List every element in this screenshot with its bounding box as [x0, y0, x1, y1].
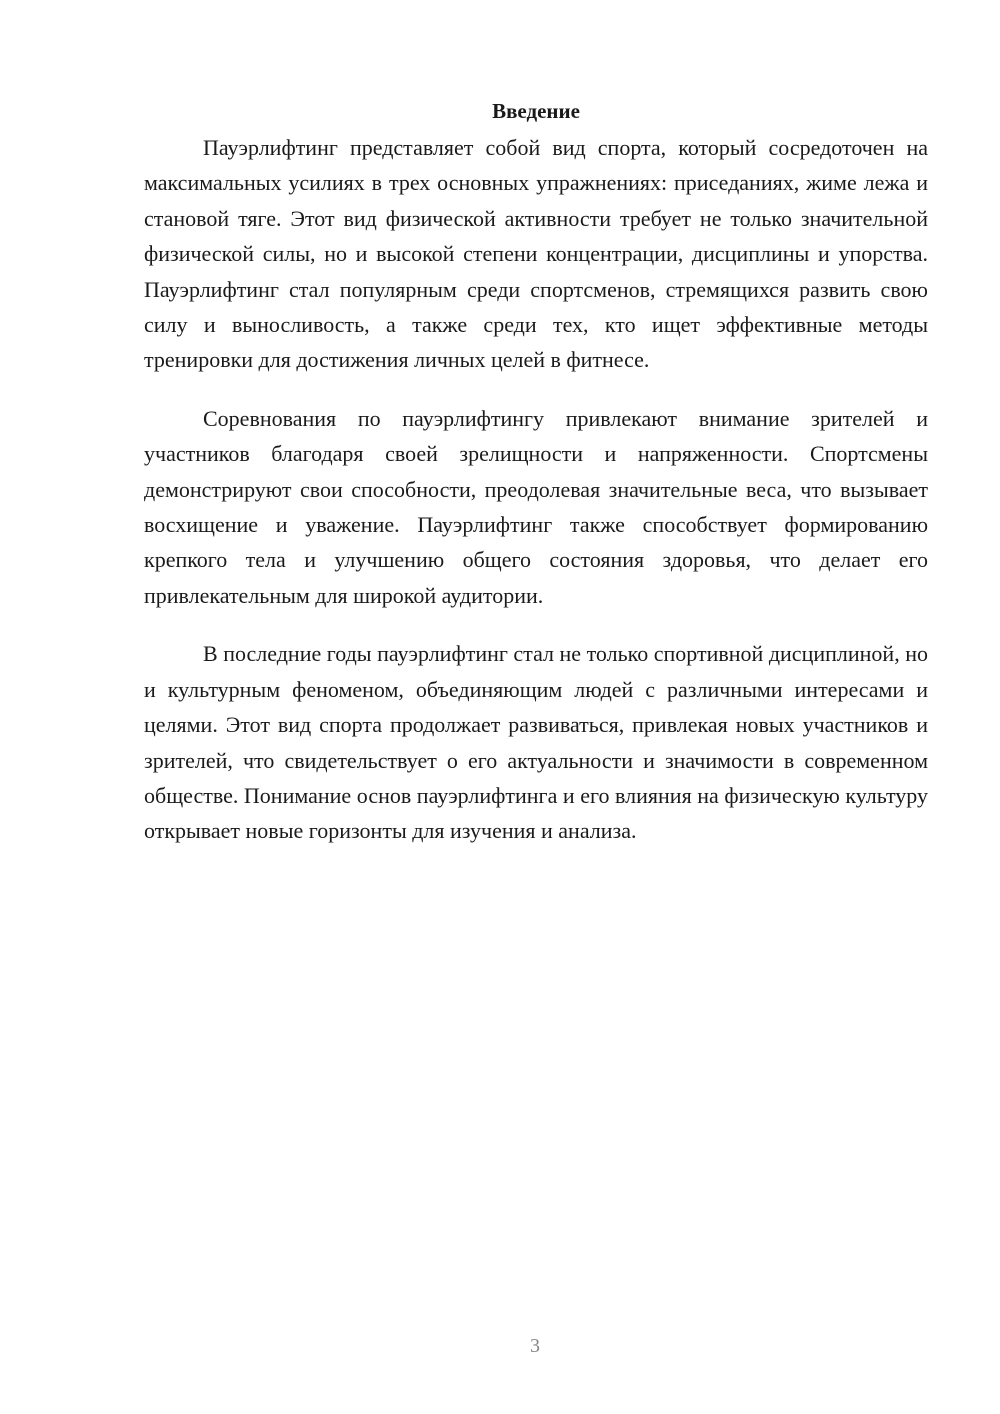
paragraph-2: Соревнования по пауэрлифтингу привлекают внимание зрителей и участников благодаря своей зрелищности и напряженности. Спортсмены демонстрируют свои способности, преодолевая значительные веса, что вызывает восхищение и уважение. Пауэрлифтинг также способствует формированию крепкого тела и улучшению общего состояния здоровья, что делает его привлекательным для широкой аудитории.	[144, 405, 928, 608]
section-title: Введение	[492, 99, 580, 123]
page-number: 3	[530, 1335, 540, 1357]
paragraph-3: В последние годы пауэрлифтинг стал не только спортивной дисциплиной, но и культурным феноменом, объединяющим людей с различными интересами и целями. Этот вид спорта продолжает развиваться, привлекая новых участников и зрителей, что свидетельствует о его актуальности и значимости в современном обществе. Понимание основ пауэрлифтинга и его влияния на физическую культуру открывает новые горизонты для изучения и анализа.	[144, 641, 928, 844]
page-content	[144, 96, 928, 872]
paragraph-1: Пауэрлифтинг представляет собой вид спорта, который сосредоточен на максимальных усилиях в трех основных упражнениях: приседаниях, жиме лежа и становой тяге. Этот вид физической активности требует не только значительной физической силы, но и высокой степени концентрации, дисциплины и упорства. Пауэрлифтинг стал популярным среди спортсменов, стремящихся развить свою силу и выносливость, а также среди тех, кто ищет эффективные методы тренировки для достижения личных целей в фитнесе.	[144, 135, 928, 373]
